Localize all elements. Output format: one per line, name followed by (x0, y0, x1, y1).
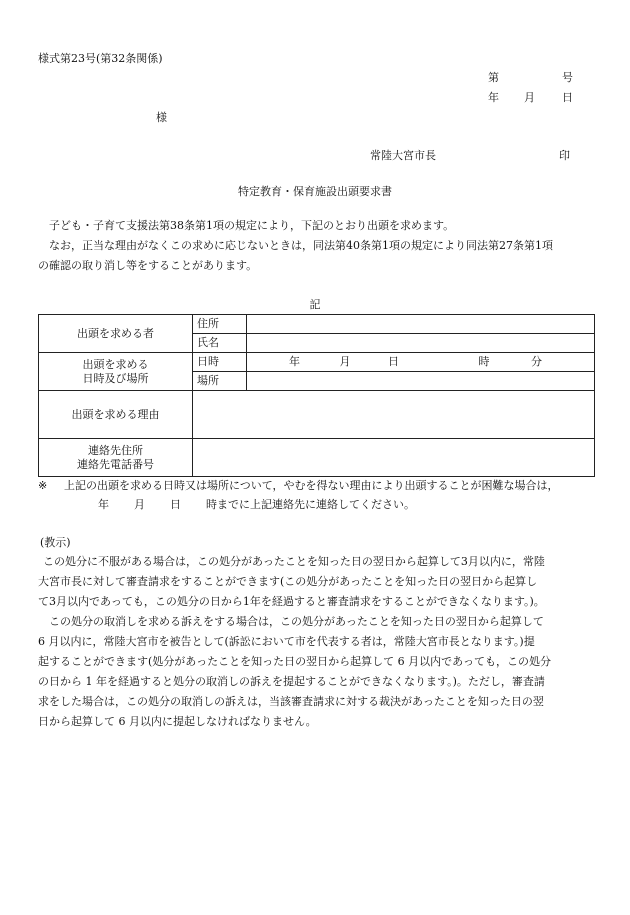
address-value[interactable] (247, 315, 595, 334)
body-paragraph (38, 216, 594, 276)
dt-minute-label: 分 (531, 355, 542, 368)
body-line: の確認の取り消し等をすることがあります。 (38, 259, 258, 272)
dt-month-label: 月 (339, 355, 351, 368)
datetime-place-label-line1: 出頭を求める (82, 357, 149, 371)
note-line-1: 上記の出頭を求める日時又は場所について，やむを得ない理由により出頭することが困難な場合は， (64, 479, 559, 492)
note-month-label: 月 (134, 498, 145, 511)
kyoji-line: 大宮市長に対して審査請求をすることができます(この処分があったことを知った日の翌日から起算し (38, 575, 538, 588)
datetime-place-label (39, 353, 193, 391)
note-mark: ※ (38, 479, 48, 492)
body-line: 子ども・子育て支援法第38条第1項の規定により，下記のとおり出頭を求めます。 (49, 219, 455, 232)
address-label: 住所 (193, 315, 247, 334)
addressee-honorific: 様 (156, 111, 167, 124)
kyoji-line: の日から 1 年を経過すると処分の取消しの訴えを提起することができなくなります。)。ただし，審査請 (38, 675, 545, 688)
datetime-value[interactable] (247, 353, 595, 372)
contact-label (39, 439, 193, 477)
datetime-label: 日時 (193, 353, 247, 372)
kyoji-line: て3月以内であっても，この処分の日から1年を経過すると審査請求をすることができなくなります。)。 (38, 595, 545, 608)
dt-day-label: 日 (388, 355, 399, 368)
kyoji-paragraph-1 (38, 552, 594, 612)
kyoji-line: 日から起算して 6 月以内に提起しなければなりません。 (38, 715, 317, 728)
issuer-mayor: 常陸大宮市長 (370, 149, 436, 162)
note-day-label: 日 (170, 498, 181, 511)
reason-label: 出頭を求める理由 (39, 391, 193, 439)
date-day-label: 日 (562, 91, 573, 104)
datetime-place-label-line2: 日時及び場所 (82, 371, 149, 385)
form-number: 様式第23号(第32条関係) (38, 52, 163, 65)
reason-value[interactable] (193, 391, 595, 439)
kyoji-line: 起することができます(処分があったことを知った日の翌日から起算して 6 月以内であっても，この処分 (38, 655, 552, 668)
doc-number-suffix: 号 (562, 71, 573, 84)
contact-label-line1: 連絡先住所 (88, 443, 143, 457)
contact-label-line2: 連絡先電話番号 (77, 457, 154, 471)
kyoji-line: この処分に不服がある場合は，この処分があったことを知った日の翌日から起算して3月以内に，常陸 (43, 555, 545, 568)
kyoji-paragraph-2 (38, 612, 594, 732)
body-line: なお，正当な理由がなくこの求めに応じないときは，同法第40条第1項の規定により同法第27条第1項 (49, 239, 553, 252)
dt-year-label: 年 (289, 355, 300, 368)
summoned-person-label: 出頭を求める者 (39, 315, 193, 353)
place-label: 場所 (193, 372, 247, 391)
place-value[interactable] (247, 372, 595, 391)
kyoji-line: この処分の取消しを求める訴えをする場合は，この処分があったことを知った日の翌日から起算して (49, 615, 544, 628)
contact-value[interactable] (193, 439, 595, 477)
kyoji-line: 6 月以内に，常陸大宮市を被告として(訴訟において市を代表する者は，常陸大宮市長となります。)提 (38, 635, 535, 648)
date-year-label: 年 (488, 91, 499, 104)
name-label: 氏名 (193, 334, 247, 353)
note-year-label: 年 (98, 498, 109, 511)
kyoji-line: 求をした場合は，この処分の取消しの訴えは，当該審査請求に対する裁決があったことを知った日の翌 (38, 695, 544, 708)
document-title: 特定教育・保育施設出頭要求書 (238, 185, 392, 198)
name-value[interactable] (247, 334, 595, 353)
note-line-2: 時までに上記連絡先に連絡してください。 (206, 498, 415, 511)
doc-number-prefix: 第 (488, 71, 499, 84)
dt-hour-label: 時 (478, 355, 490, 368)
kyoji-heading: (教示) (40, 536, 71, 549)
date-month-label: 月 (524, 91, 535, 104)
ki-heading: 記 (309, 298, 321, 311)
summons-table (38, 314, 595, 477)
seal-mark: 印 (559, 149, 570, 162)
